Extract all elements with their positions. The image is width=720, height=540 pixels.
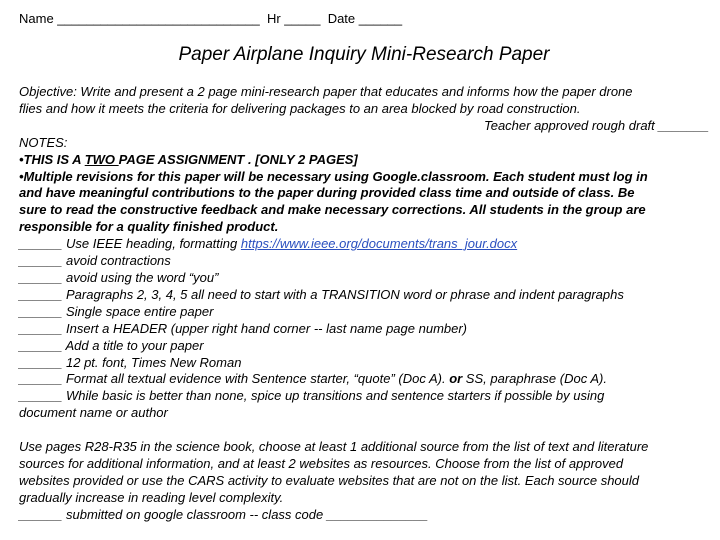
checklist-item-ieee: [19, 236, 709, 253]
paragraph-gap: [19, 422, 709, 439]
checklist-item: ______ Single space entire paper: [19, 303, 214, 319]
sources-line-1: Use pages R28-R35 in the science book, choose at least 1 additional source from the list of text and literature: [19, 439, 649, 455]
evidence-post: SS, paraphrase (Doc A).: [462, 371, 607, 387]
sources-line-3: websites provided or use the CARS activity to evaluate websites that are not on the list. Each source should: [19, 472, 640, 488]
checklist-item: ______ Insert a HEADER (upper right hand corner -- last name page number): [19, 320, 468, 336]
evidence-or: or: [449, 371, 463, 387]
page-title: Paper Airplane Inquiry Mini-Research Paper: [178, 44, 550, 65]
approval-line: Teacher approved rough draft _______: [483, 117, 709, 133]
notes-heading: NOTES:: [19, 134, 68, 150]
checklist-item-basic-line-2: document name or author: [19, 405, 168, 421]
bullet1-post: PAGE ASSIGNMENT . [ONLY 2 PAGES]: [118, 151, 358, 167]
ieee-link[interactable]: https://www.ieee.org/documents/trans_jour.docx: [240, 236, 518, 252]
checklist-item: ______ 12 pt. font, Times New Roman: [19, 354, 242, 370]
notes-bullet-1: [19, 152, 709, 169]
document-body: [19, 84, 709, 524]
notes-bullet-2-line-3: sure to read the constructive feedback and make necessary corrections. All students in the group are: [19, 202, 646, 218]
checklist-item: ______ Add a title to your paper: [19, 337, 204, 353]
submitted-line: ______ submitted on google classroom -- class code ______________: [19, 506, 429, 522]
hour-label: Hr _____: [266, 11, 321, 26]
checklist-item: ______ avoid using the word “you”: [19, 269, 219, 285]
sources-line-2: sources for additional information, and at least 2 websites as resources. Choose from the list of approved: [19, 456, 624, 472]
header-line: [19, 11, 402, 26]
checklist-item-evidence: [19, 371, 709, 388]
objective-line-1: Objective: Write and present a 2 page mini-research paper that educates and informs how the paper drone: [19, 84, 633, 99]
checklist-item: ______ avoid contractions: [19, 253, 171, 269]
sources-line-4: gradually increase in reading level complexity.: [19, 489, 284, 505]
objective-line-2: flies and how it meets the criteria for delivering packages to an area blocked by road construction.: [19, 100, 581, 116]
date-label: Date ______: [327, 11, 403, 26]
bullet1-pre: •THIS IS A: [19, 151, 85, 167]
ieee-text: ______ Use IEEE heading, formatting: [19, 236, 241, 252]
notes-bullet-2-line-4: responsible for a quality finished product.: [19, 219, 279, 235]
notes-bullet-2-line-2: and have meaningful contributions to the paper during provided class time and outside of class. Be: [19, 185, 635, 201]
evidence-pre: ______ Format all textual evidence with Sentence starter, “quote” (Doc A).: [19, 371, 450, 387]
name-label: Name ____________________________: [19, 11, 260, 26]
bullet1-underlined: TWO: [84, 151, 119, 167]
checklist-item-basic-line-1: ______ While basic is better than none, spice up transitions and sentence starters if possible by using: [19, 388, 605, 404]
checklist-item: ______ Paragraphs 2, 3, 4, 5 all need to start with a TRANSITION word or phrase and indent paragraphs: [19, 286, 624, 302]
notes-bullet-2-line-1: •Multiple revisions for this paper will be necessary using Google.classroom. Each student must log in: [19, 168, 648, 184]
